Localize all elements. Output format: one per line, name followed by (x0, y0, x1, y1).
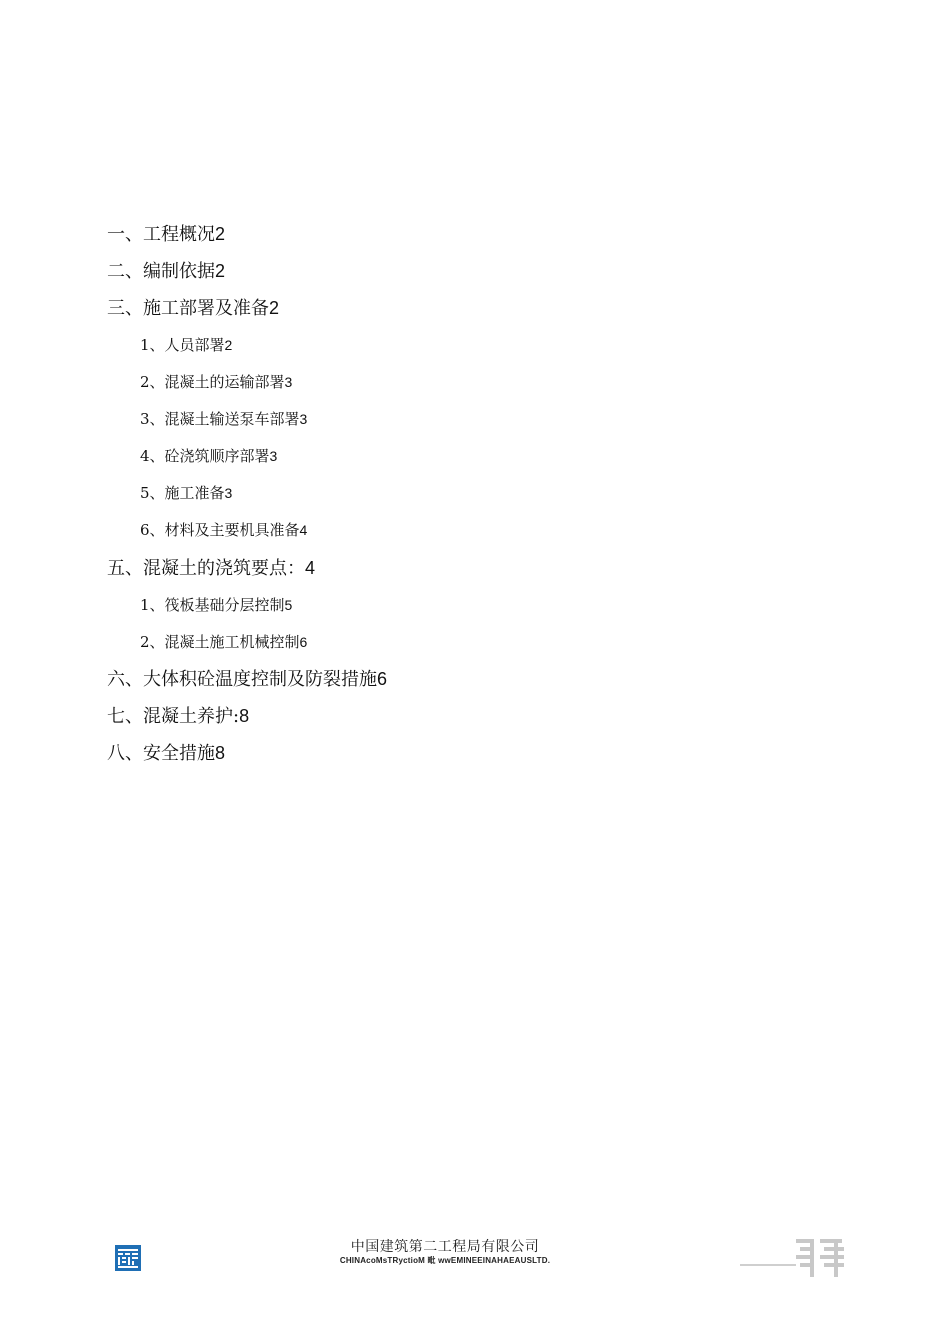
toc-entry[interactable] (140, 412, 307, 427)
toc-entry[interactable] (140, 523, 307, 538)
toc-entry-page: 8 (215, 743, 226, 763)
toc-entry-label: 三、施工部署及准备 (107, 298, 269, 319)
toc-entry-label: 4、砼浇筑顺序部署 (140, 447, 270, 465)
toc-entry-label: 1、人员部署 (140, 336, 225, 354)
company-name-en: CHINAcoMsTRyctioM 毗 wwEMINEEINAHAEAUSLTD. (339, 1256, 551, 1265)
toc-entry[interactable] (140, 449, 277, 464)
toc-entry-page: 2 (215, 224, 226, 244)
company-name-cn: 中国建筑第二工程局有限公司 (350, 1239, 540, 1255)
toc-entry-page: 3 (224, 485, 233, 501)
toc-entry-label: 1、筏板基础分层控制 (140, 596, 285, 614)
toc-entry[interactable] (107, 559, 315, 578)
toc-entry-page: 3 (299, 411, 308, 427)
toc-entry[interactable] (107, 670, 387, 689)
toc-entry[interactable] (140, 598, 292, 613)
toc-entry-page: 8 (239, 706, 250, 726)
toc-entry[interactable] (107, 262, 225, 281)
toc-entry-page: 6 (299, 634, 308, 650)
toc-entry[interactable] (107, 744, 225, 763)
cscec-logo-icon (115, 1245, 141, 1271)
toc-entry[interactable] (107, 299, 279, 318)
toc-entry-label: 七、混凝土养护: (107, 706, 240, 727)
toc-entry-label: 八、安全措施 (107, 743, 215, 764)
toc-entry[interactable] (140, 486, 232, 501)
toc-entry-label: 二、编制依据 (107, 261, 215, 282)
toc-entry-label: 五、混凝土的浇筑要点： (107, 558, 305, 579)
toc-entry-label: 5、施工准备 (140, 484, 225, 502)
toc-entry[interactable] (140, 338, 232, 353)
toc-entry[interactable] (140, 375, 292, 390)
toc-entry[interactable] (140, 635, 307, 650)
toc-entry-page: 4 (305, 558, 316, 578)
toc-entry-label: 2、混凝土施工机械控制 (140, 633, 300, 651)
decorative-stripes-icon (740, 1236, 846, 1278)
toc-entry[interactable] (107, 225, 225, 244)
toc-entry-label: 3、混凝土输送泵车部署 (140, 410, 300, 428)
footer-company (290, 1238, 600, 1266)
toc-entry-page: 2 (215, 261, 226, 281)
toc-entry-label: 6、材料及主要机具准备 (140, 521, 300, 539)
toc-entry-label: 一、工程概况 (107, 224, 215, 245)
toc-entry[interactable] (107, 707, 249, 726)
toc-entry-page: 2 (224, 337, 233, 353)
toc-entry-page: 6 (377, 669, 388, 689)
toc-entry-page: 2 (269, 298, 280, 318)
toc-entry-page: 5 (284, 597, 293, 613)
toc-entry-label: 2、混凝土的运输部署 (140, 373, 285, 391)
toc-entry-label: 六、大体积砼温度控制及防裂措施 (107, 669, 377, 690)
toc-entry-page: 4 (299, 522, 308, 538)
toc-entry-page: 3 (269, 448, 278, 464)
toc-entry-page: 3 (284, 374, 293, 390)
